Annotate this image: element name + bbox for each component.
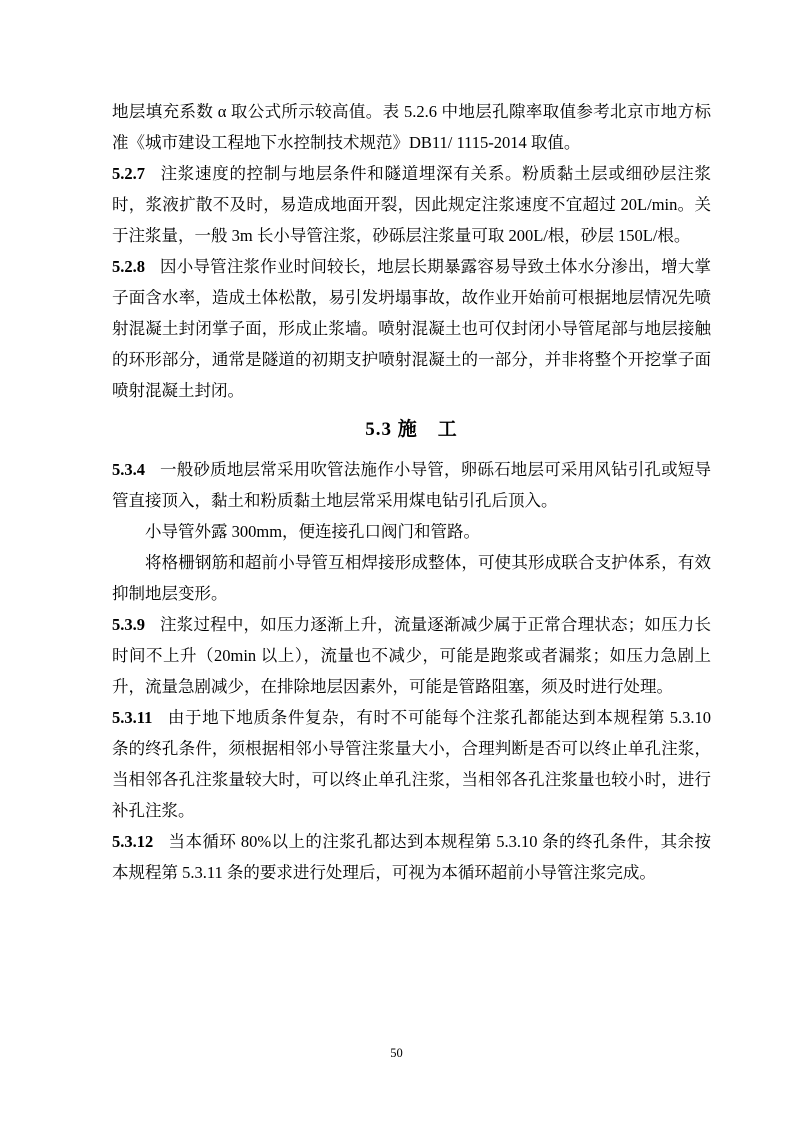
clause-text: 因小导管注浆作业时间较长，地层长期暴露容易导致土体水分渗出，增大掌子面含水率，造成土体松散，易引发坍塌事故，故作业开始前可根据地层情况先喷射混凝土封闭掌子面，形成止浆墙。喷射混凝土也可仅封闭小导管尾部与地层接触的环形部分，通常是隧道的初期支护喷射混凝土的一部分，并非将整个开挖掌子面喷射混凝土封闭。 bbox=[112, 257, 711, 400]
paragraph-grid-steel-welding: 将格栅钢筋和超前小导管互相焊接形成整体，可使其形成联合支护体系，有效抑制地层变形。 bbox=[112, 553, 711, 603]
clause-text: 注浆速度的控制与地层条件和隧道埋深有关系。粉质黏土层或细砂层注浆时，浆液扩散不及时，易造成地面开裂，因此规定注浆速度不宜超过 20L/min。关于注浆量，一般 3m 长小导管注浆，砂砾层注浆量可取 200L/根，砂层 150L/根。 bbox=[112, 164, 711, 245]
clause-text: 注浆过程中，如压力逐渐上升，流量逐渐减少属于正常合理状态；如压力长时间不上升（20min 以上），流量也不减少，可能是跑浆或者漏浆；如压力急剧上升，流量急剧减少，在排除地层因素外，可能是管路阻塞，须及时进行处理。 bbox=[112, 615, 711, 696]
clause-number: 5.3.9 bbox=[112, 615, 145, 634]
clause-number: 5.2.8 bbox=[112, 257, 145, 276]
clause-text: 当本循环 80%以上的注浆孔都达到本规程第 5.3.10 条的终孔条件，其余按本规程第 5.3.11 条的要求进行处理后，可视为本循环超前小导管注浆完成。 bbox=[112, 832, 711, 882]
clause-text: 一般砂质地层常采用吹管法施作小导管，卵砾石地层可采用风钻引孔或短导管直接顶入，黏土和粉质黏土地层常采用煤电钻引孔后顶入。 bbox=[112, 460, 711, 510]
clause-number: 5.3.11 bbox=[112, 708, 153, 727]
document-body bbox=[112, 96, 711, 888]
clause-number: 5.2.7 bbox=[112, 164, 145, 183]
clause-5-3-9 bbox=[112, 609, 711, 702]
clause-number: 5.3.4 bbox=[112, 460, 145, 479]
clause-5-3-11 bbox=[112, 702, 711, 826]
clause-text: 由于地下地质条件复杂，有时不可能每个注浆孔都能达到本规程第 5.3.10 条的终孔条件，须根据相邻小导管注浆量大小，合理判断是否可以终止单孔注浆，当相邻各孔注浆量较大时，可以终止单孔注浆，当相邻各孔注浆量也较小时，进行补孔注浆。 bbox=[112, 708, 711, 820]
paragraph-pipe-exposure: 小导管外露 300mm，便连接孔口阀门和管路。 bbox=[145, 522, 481, 541]
clause-number: 5.3.12 bbox=[112, 832, 154, 851]
page-number: 50 bbox=[390, 1046, 403, 1060]
section-heading: 5.3 施 工 bbox=[365, 419, 458, 440]
clause-5-3-4 bbox=[112, 454, 711, 516]
paragraph-continuation: 地层填充系数 α 取公式所示较高值。表 5.2.6 中地层孔隙率取值参考北京市地方标准《城市建设工程地下水控制技术规范》DB11/ 1115-2014 取值。 bbox=[112, 102, 711, 152]
clause-5-3-12 bbox=[112, 826, 711, 888]
clause-5-2-8 bbox=[112, 251, 711, 406]
clause-5-2-7 bbox=[112, 158, 711, 251]
